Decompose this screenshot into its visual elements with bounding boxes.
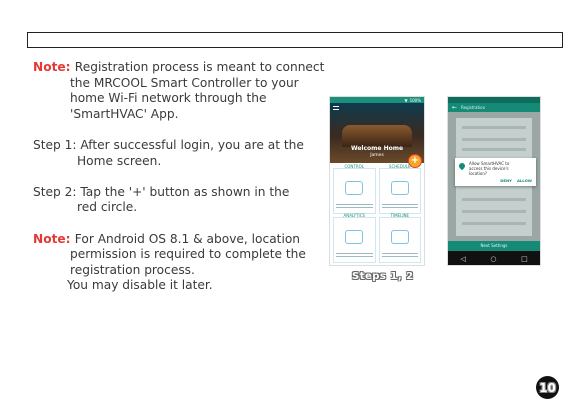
tile-title: TIMELINE xyxy=(390,213,410,218)
note-line: permission is required to complete the xyxy=(70,247,306,262)
note-label: Note: xyxy=(33,60,75,74)
back-arrow-icon[interactable]: ← xyxy=(452,104,458,111)
note-label: Note: xyxy=(33,231,75,246)
tile-caption xyxy=(382,204,419,210)
instructions xyxy=(33,60,333,294)
note-registration xyxy=(33,60,333,76)
home-hero xyxy=(330,103,424,166)
house-photo xyxy=(342,125,412,147)
add-device-button[interactable]: + xyxy=(408,154,422,168)
page-number: 10 xyxy=(539,380,556,395)
allow-button[interactable]: ALLOW xyxy=(516,178,532,183)
step-2 xyxy=(33,185,333,201)
tile-title: CONTROL xyxy=(344,164,365,169)
note-line: For Android OS 8.1 & above, location xyxy=(74,231,301,246)
next-settings-button[interactable]: Next Settings xyxy=(448,241,540,251)
tile-analytics[interactable] xyxy=(333,213,376,263)
tile-caption xyxy=(382,253,419,259)
nav-home-icon[interactable]: ○ xyxy=(490,255,497,263)
deny-button[interactable]: DENY xyxy=(500,178,512,183)
tile-caption xyxy=(336,204,373,210)
page-number-badge xyxy=(536,376,559,399)
tile-title: ANALYTICS xyxy=(343,213,366,218)
step-1 xyxy=(33,138,333,154)
permission-screenshot xyxy=(447,96,541,266)
note-line: You may disable it later. xyxy=(67,278,213,293)
battery-level: 100% xyxy=(409,97,421,103)
app-bar xyxy=(448,103,540,112)
location-pin-icon xyxy=(458,162,466,170)
step-line: After successful login, you are at the xyxy=(80,137,304,152)
step-label: Step 2: xyxy=(33,184,81,199)
menu-icon[interactable] xyxy=(333,106,339,110)
tile-schedule[interactable] xyxy=(379,164,422,214)
welcome-title: Welcome Home xyxy=(350,145,404,152)
note-line: Registration process is meant to connect xyxy=(74,60,325,74)
tile-caption xyxy=(336,253,373,259)
step-line: Tap the '+' button as shown in the xyxy=(80,184,290,199)
nav-recents-icon[interactable]: □ xyxy=(521,255,528,263)
wifi-icon: ▼ xyxy=(404,97,408,103)
note-line: registration process. xyxy=(70,262,195,277)
app-bar-title: Registration xyxy=(461,105,486,110)
step-line: Home screen. xyxy=(77,153,162,168)
note-line: home Wi-Fi network through the xyxy=(70,91,267,106)
tile-control[interactable] xyxy=(333,164,376,214)
android-nav-bar xyxy=(448,251,540,266)
control-icon xyxy=(345,181,363,195)
screenshot-caption: Steps 1, 2 xyxy=(352,271,414,282)
analytics-icon xyxy=(345,230,363,244)
note-line: 'SmartHVAC' App. xyxy=(70,106,179,121)
feature-grid xyxy=(330,163,424,266)
step-line: red circle. xyxy=(77,200,138,215)
tile-timeline[interactable] xyxy=(379,213,422,263)
note-android xyxy=(33,232,333,248)
step-label: Step 1: xyxy=(33,137,81,152)
header-bar xyxy=(27,32,563,48)
location-permission-dialog xyxy=(455,158,536,186)
dialog-message: Allow SmartHVAC to access this device's location? xyxy=(469,161,510,176)
permission-body xyxy=(448,112,540,251)
note-line: the MRCOOL Smart Controller to your xyxy=(70,75,299,90)
timeline-icon xyxy=(391,230,409,244)
schedule-icon xyxy=(391,181,409,195)
user-name: James xyxy=(370,153,384,158)
nav-back-icon[interactable]: ◁ xyxy=(460,255,466,263)
tile-title: SCHEDULE xyxy=(388,164,411,169)
home-screen-screenshot xyxy=(329,96,425,266)
